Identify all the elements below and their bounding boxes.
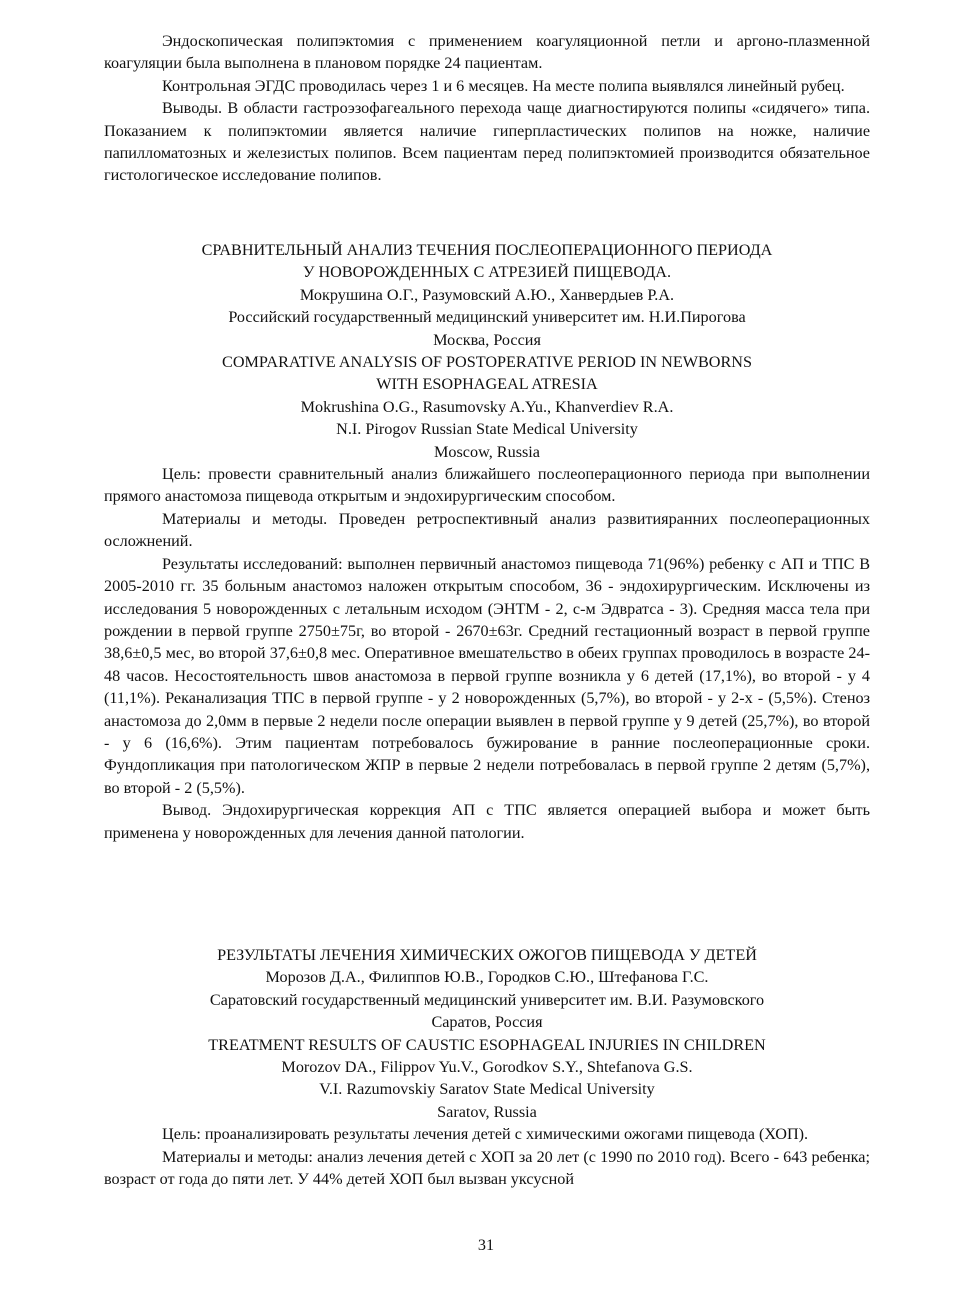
affiliation-en: N.I. Pirogov Russian State Medical University bbox=[336, 420, 638, 439]
paragraph: Результаты исследований: выполнен первичный анастомоз пищевода 71(96%) ребенку с АП и ТПС В 2005-2010 гг. 35 больным анастомоз наложен открытым способом, 36 - эндохирургическим. Исключены из исследования 5 новорожденных с летальным исходом (ЭНТМ - 2, с-м Эдвратса - 3). Средняя масса тела при рождении в первой группе 2750±75г, во второй - 2670±63г. Средний гестационный возраст в первой группе 38,6±0,5 мес, во второй 37,6±0,8 мес. Оперативное вмешательство в обеих группах проводилось в возрасте 24-48 часов. Несостоятельность швов анастомоза в первой группе возникла у 6 детей (17,1%), во второй - у 4 (11,1%). Реканализация ТПС в первой группе - у 2 новорожденных (5,7%), во второй - у 2-х - (5,5%). Стеноз анастомоза до 2,0мм в первые 2 недели после операции выявлен в первой группе у 9 детей (25,7%), во второй - у 6 (16,6%). Этим пациентам потребовалось бужирование в ранние послеоперационные сроки. Фундопликация при патологическом ЖПР в первые 2 недели потребовалась в первой группе 2 детям (5,7%), во второй - 2 (5,5%). bbox=[104, 554, 870, 797]
authors-ru: Морозов Д.А., Филиппов Ю.В., Городков С.Ю., Штефанова Г.С. bbox=[265, 968, 709, 987]
paragraph: Материалы и методы. Проведен ретроспективный анализ развитияранних послеоперационных осложнений. bbox=[104, 509, 870, 551]
paragraph: Эндоскопическая полипэктомия с применением коагуляционной петли и аргоно-плазменной коагуляции была выполнена в плановом порядке 24 пациентам. bbox=[104, 32, 870, 73]
article-title-ru-line2: У НОВОРОЖДЕННЫХ С АТРЕЗИЕЙ ПИЩЕВОДА. bbox=[302, 263, 672, 282]
city-en: Moscow, Russia bbox=[434, 442, 540, 461]
page-number: 31 bbox=[477, 1236, 495, 1254]
city-en: Saratov, Russia bbox=[437, 1102, 537, 1121]
article-title-en: TREATMENT RESULTS OF CAUSTIC ESOPHAGEAL INJURIES IN CHILDREN bbox=[208, 1035, 766, 1054]
authors-ru: Мокрушина О.Г., Разумовский А.Ю., Ханвердыев Р.А. bbox=[299, 285, 675, 304]
paragraph: Цель: проанализировать результаты лечения детей с химическими ожогами пищевода (ХОП). bbox=[162, 1125, 809, 1144]
article-title-en: COMPARATIVE ANALYSIS OF POSTOPERATIVE PERIOD IN NEWBORNS bbox=[222, 353, 752, 372]
city-ru: Саратов, Россия bbox=[431, 1013, 543, 1032]
article-title-ru: СРАВНИТЕЛЬНЫЙ АНАЛИЗ ТЕЧЕНИЯ ПОСЛЕОПЕРАЦИОННОГО ПЕРИОДА bbox=[201, 241, 773, 259]
affiliation-ru: Саратовский государственный медицинский университет им. В.И. Разумовского bbox=[209, 990, 765, 1009]
paragraph: Контрольная ЭГДС проводилась через 1 и 6 месяцев. На месте полипа выявлялся линейный рубец. bbox=[162, 76, 845, 95]
article-title-ru: РЕЗУЛЬТАТЫ ЛЕЧЕНИЯ ХИМИЧЕСКИХ ОЖОГОВ ПИЩЕВОДА У ДЕТЕЙ bbox=[217, 946, 757, 964]
paragraph: Вывод. Эндохирургическая коррекция АП с ТПС является операцией выбора и может быть применена у новорожденных для лечения данной патологии. bbox=[104, 801, 870, 842]
city-ru: Москва, Россия bbox=[433, 330, 541, 349]
paragraph: Выводы. В области гастроэзофагеального перехода чаще диагностируются полипы «сидячего» типа. Показанием к полипэктомии является наличие гиперпластических полипов на ножке, наличие папилломатозных и железистых полипов. Всем пациентам перед полипэктомией производится обязательное гистологическое исследование полипов. bbox=[104, 99, 870, 185]
affiliation-ru: Российский государственный медицинский университет им. Н.И.Пирогова bbox=[228, 308, 746, 327]
article-2 bbox=[104, 944, 870, 1190]
article-title-en-line2: WITH ESOPHAGEAL ATRESIA bbox=[376, 375, 598, 394]
authors-en: Morozov DA., Filippov Yu.V., Gorodkov S.Y., Shtefanova G.S. bbox=[281, 1058, 693, 1077]
authors-en: Mokrushina O.G., Rasumovsky A.Yu., Khanverdiev R.A. bbox=[300, 397, 674, 416]
intro-section bbox=[104, 30, 870, 187]
paragraph: Цель: провести сравнительный анализ ближайшего послеоперационного периода при выполнении прямого анастомоза пищевода открытым и эндохирургическим способом. bbox=[104, 465, 870, 506]
paragraph: Материалы и методы: анализ лечения детей с ХОП за 20 лет (с 1990 по 2010 год). Всего - 643 ребенка; возраст от года до пяти лет. У 44% детей ХОП был вызван уксусной bbox=[104, 1147, 870, 1189]
affiliation-en: V.I. Razumovskiy Saratov State Medical University bbox=[319, 1080, 655, 1099]
article-1 bbox=[104, 239, 870, 844]
